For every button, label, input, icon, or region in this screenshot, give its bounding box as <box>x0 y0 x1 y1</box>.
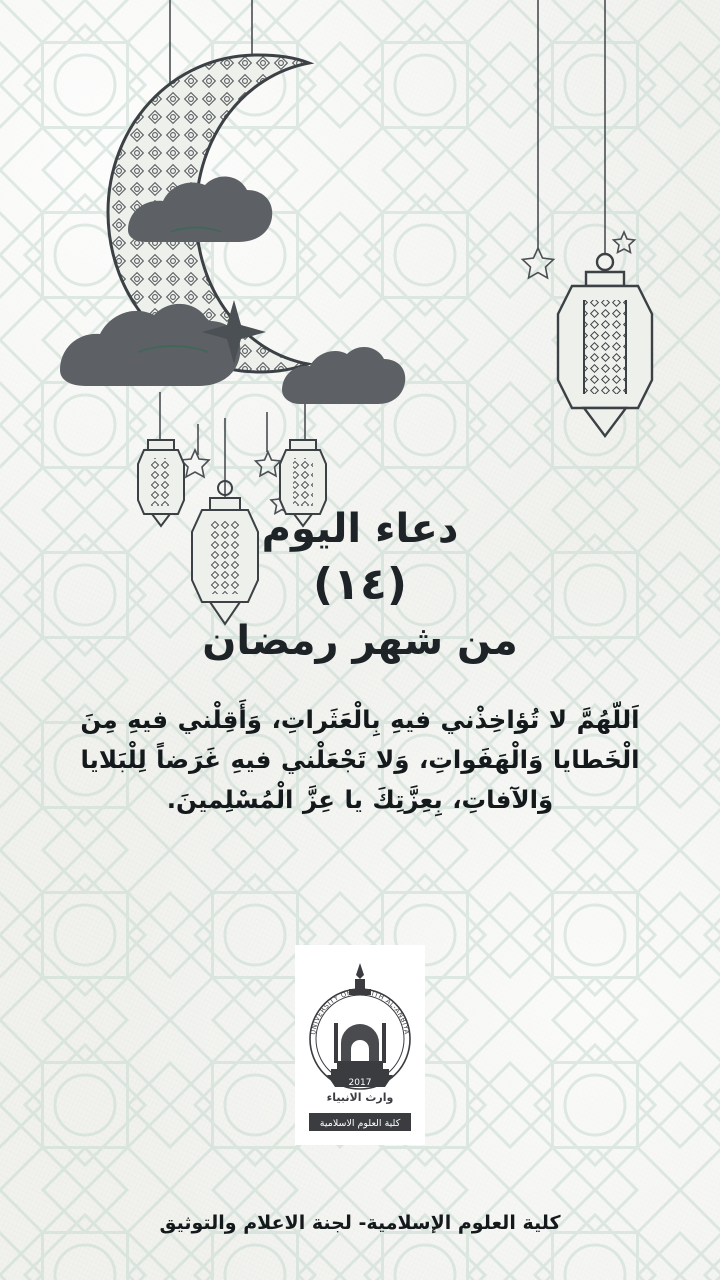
day-number: (١٤) <box>313 558 407 610</box>
page-title-line2: من شهر رمضان <box>202 618 518 665</box>
hanging-lantern-decoration <box>512 0 692 460</box>
logo-arabic-name: وارث الانبياء <box>326 1091 394 1104</box>
lantern-icon <box>558 254 652 436</box>
footer-credit: كلية العلوم الإسلامية- لجنة الاعلام والتوثيق <box>159 1212 561 1234</box>
logo-caption: كلية العلوم الاسلامية <box>319 1118 401 1129</box>
dua-body-text: اَللّهُمَّ لا تُؤاخِذْني فيهِ بِالْعَثَراتِ، وَأَقِلْني فيهِ مِنَ الْخَطايا وَالْهَفَواتِ، وَلا تَجْعَلْني فيهِ غَرَضاً لِلْبَلايا وَالآفاتِ، بِعِزَّتِكَ يا عِزَّ الْمُسْلِمينَ. <box>80 705 640 814</box>
university-logo <box>295 945 425 1145</box>
logo-emblem <box>309 963 411 1131</box>
dua-content <box>0 505 720 819</box>
hanging-string <box>538 0 605 255</box>
page-title-line1: دعاء اليوم <box>261 506 459 552</box>
logo-year: 2017 <box>348 1078 372 1088</box>
logo-university-name: UNIVERSITY OF WARITH AL-ANBIYA <box>309 987 411 1036</box>
